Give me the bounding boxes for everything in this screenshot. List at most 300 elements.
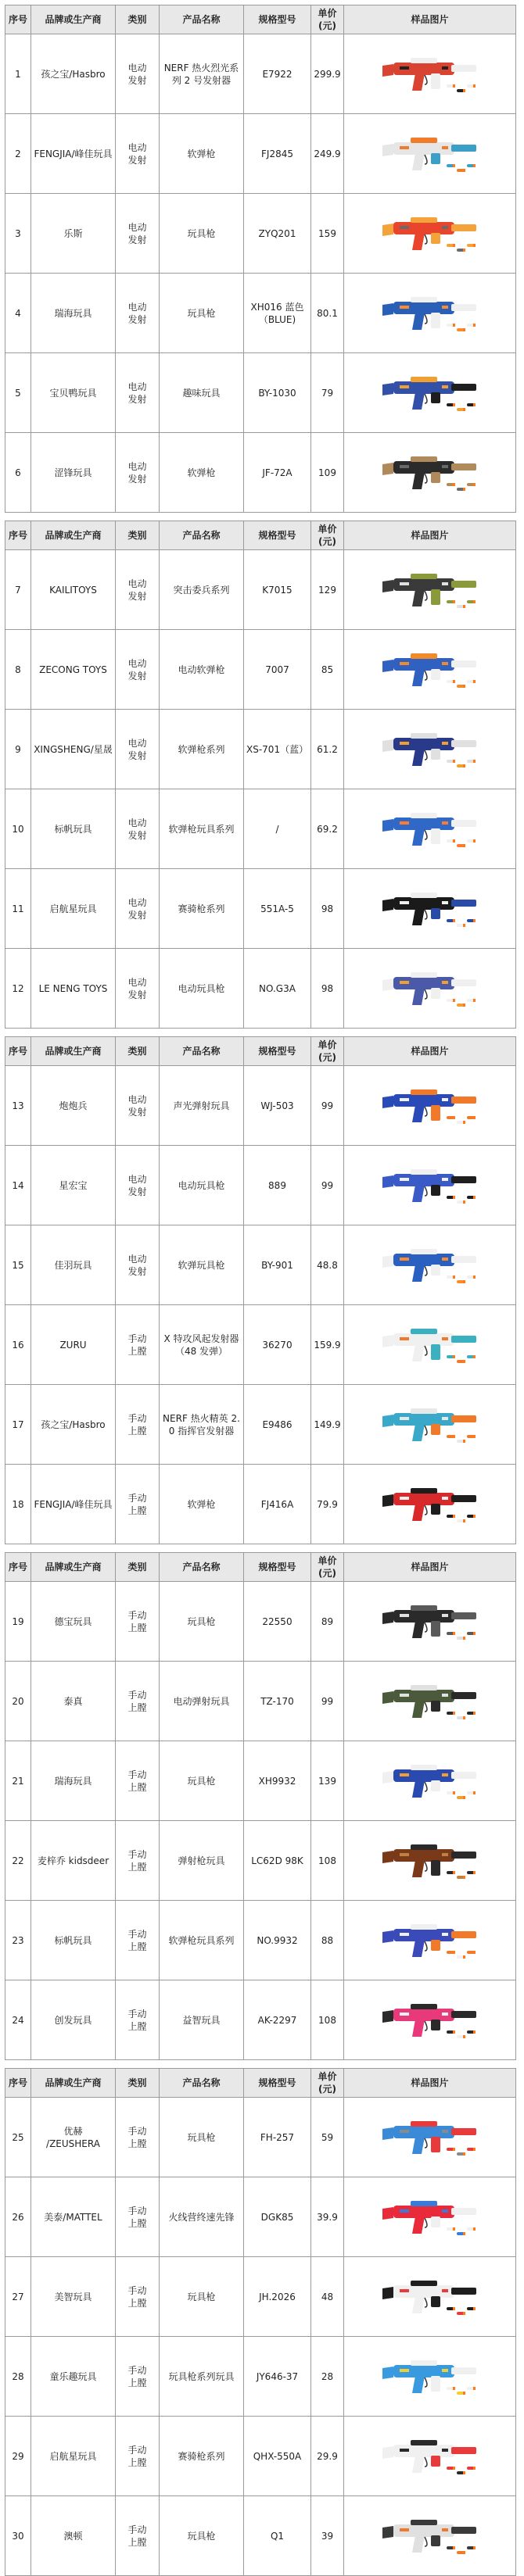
category-cell: 电动 发射: [116, 114, 160, 194]
brand-cell: 瑞海玩具: [31, 1741, 116, 1821]
table-row: [5, 1305, 516, 1385]
price-cell: 29.9: [311, 2417, 344, 2496]
row-number: 22: [5, 1821, 31, 1901]
sample-image-cell: [344, 1662, 516, 1741]
product-table-section: [5, 521, 515, 1029]
header-model: 规格型号: [244, 1553, 311, 1582]
price-cell: 89: [311, 1582, 344, 1662]
model-cell: XH9932: [244, 1741, 311, 1821]
header-product: 产品名称: [160, 1037, 244, 1066]
toy-blaster-image: [379, 2352, 481, 2401]
header-price: 单价 (元): [311, 2069, 344, 2098]
table-header-row: [5, 5, 516, 34]
row-number: 24: [5, 1980, 31, 2060]
category-cell: 手动 上膛: [116, 2496, 160, 2576]
table-row: [5, 1465, 516, 1544]
product-name-cell: 软弹枪: [160, 433, 244, 513]
toy-blaster-image: [379, 964, 481, 1013]
header-product: 产品名称: [160, 2069, 244, 2098]
price-cell: 69.2: [311, 789, 344, 869]
toy-blaster-image: [379, 1837, 481, 1885]
sample-image-cell: [344, 550, 516, 630]
row-number: 29: [5, 2417, 31, 2496]
table-row: [5, 949, 516, 1029]
row-number: 1: [5, 34, 31, 114]
model-cell: TZ-170: [244, 1662, 311, 1741]
price-cell: 48.8: [311, 1225, 344, 1305]
header-brand: 品牌或生产商: [31, 521, 116, 550]
category-cell: 电动 发射: [116, 550, 160, 630]
product-name-cell: 电动软弹枪: [160, 630, 244, 710]
brand-cell: 德宝玩具: [31, 1582, 116, 1662]
model-cell: NO.G3A: [244, 949, 311, 1029]
sample-image-cell: [344, 1225, 516, 1305]
category-cell: 手动 上膛: [116, 2337, 160, 2417]
category-cell: 手动 上膛: [116, 2257, 160, 2337]
category-cell: 手动 上膛: [116, 1465, 160, 1544]
row-number: 17: [5, 1385, 31, 1465]
product-name-cell: 电动弹射玩具: [160, 1662, 244, 1741]
table-row: [5, 114, 516, 194]
sample-image-cell: [344, 114, 516, 194]
table-header-row: [5, 1037, 516, 1066]
row-number: 19: [5, 1582, 31, 1662]
price-cell: 99: [311, 1146, 344, 1225]
product-name-cell: 突击委兵系列: [160, 550, 244, 630]
row-number: 21: [5, 1741, 31, 1821]
table-row: [5, 2337, 516, 2417]
category-cell: 电动 发射: [116, 1066, 160, 1146]
price-cell: 129: [311, 550, 344, 630]
sample-image-cell: [344, 1980, 516, 2060]
row-number: 30: [5, 2496, 31, 2576]
product-name-cell: 玩具枪: [160, 2257, 244, 2337]
price-cell: 99: [311, 1066, 344, 1146]
brand-cell: 童乐趣玩具: [31, 2337, 116, 2417]
table-row: [5, 1146, 516, 1225]
sample-image-cell: [344, 869, 516, 949]
toy-blaster-image: [379, 2113, 481, 2162]
header-model: 规格型号: [244, 2069, 311, 2098]
brand-cell: 启航星玩具: [31, 869, 116, 949]
table-row: [5, 789, 516, 869]
model-cell: XS-701（蓝）: [244, 710, 311, 789]
toy-blaster-image: [379, 289, 481, 338]
category-cell: 手动 上膛: [116, 1662, 160, 1741]
toy-blaster-image: [379, 1996, 481, 2045]
price-cell: 149.9: [311, 1385, 344, 1465]
table-header-row: [5, 521, 516, 550]
product-name-cell: 声光弹射玩具: [160, 1066, 244, 1146]
table-row: [5, 2098, 516, 2177]
row-number: 23: [5, 1901, 31, 1980]
model-cell: FJ416A: [244, 1465, 311, 1544]
brand-cell: XINGSHENG/星晟: [31, 710, 116, 789]
category-cell: 手动 上膛: [116, 1385, 160, 1465]
toy-blaster-image: [379, 2193, 481, 2241]
product-table-section: [5, 5, 515, 513]
header-model: 规格型号: [244, 521, 311, 550]
sample-image-cell: [344, 1385, 516, 1465]
brand-cell: FENGJIA/峰佳玩具: [31, 1465, 116, 1544]
toy-blaster-image: [379, 209, 481, 258]
brand-cell: 标帆玩具: [31, 789, 116, 869]
price-cell: 98: [311, 869, 344, 949]
header-brand: 品牌或生产商: [31, 5, 116, 34]
toy-blaster-image: [379, 885, 481, 933]
toy-blaster-image: [379, 2512, 481, 2560]
brand-cell: 乐斯: [31, 194, 116, 274]
header-price: 单价 (元): [311, 1553, 344, 1582]
header-category: 类别: [116, 1553, 160, 1582]
table-row: [5, 710, 516, 789]
price-cell: 159: [311, 194, 344, 274]
product-name-cell: 软弹枪玩具系列: [160, 789, 244, 869]
model-cell: 22550: [244, 1582, 311, 1662]
category-cell: 电动 发射: [116, 869, 160, 949]
category-cell: 电动 发射: [116, 789, 160, 869]
product-name-cell: 软弹枪: [160, 114, 244, 194]
header-brand: 品牌或生产商: [31, 2069, 116, 2098]
product-name-cell: 玩具枪系列玩具: [160, 2337, 244, 2417]
model-cell: E7922: [244, 34, 311, 114]
brand-cell: 优赫 /ZEUSHERA: [31, 2098, 116, 2177]
header-product: 产品名称: [160, 5, 244, 34]
table-row: [5, 353, 516, 433]
table-header-row: [5, 2069, 516, 2098]
product-name-cell: 玩具枪: [160, 1741, 244, 1821]
table-row: [5, 194, 516, 274]
table-row: [5, 1662, 516, 1741]
header-category: 类别: [116, 2069, 160, 2098]
table-row: [5, 1582, 516, 1662]
category-cell: 电动 发射: [116, 1225, 160, 1305]
sample-image-cell: [344, 1465, 516, 1544]
price-cell: 80.1: [311, 274, 344, 353]
sample-image-cell: [344, 2496, 516, 2576]
sample-image-cell: [344, 433, 516, 513]
table-row: [5, 274, 516, 353]
toy-blaster-image: [379, 725, 481, 774]
price-cell: 108: [311, 1821, 344, 1901]
sample-image-cell: [344, 353, 516, 433]
toy-blaster-image: [379, 449, 481, 497]
row-number: 16: [5, 1305, 31, 1385]
sample-image-cell: [344, 1901, 516, 1980]
header-brand: 品牌或生产商: [31, 1553, 116, 1582]
category-cell: 手动 上膛: [116, 1821, 160, 1901]
model-cell: ZYQ201: [244, 194, 311, 274]
row-number: 26: [5, 2177, 31, 2257]
model-cell: E9486: [244, 1385, 311, 1465]
sample-image-cell: [344, 274, 516, 353]
product-name-cell: 软弹枪: [160, 1465, 244, 1544]
sample-image-cell: [344, 2417, 516, 2496]
price-cell: 59: [311, 2098, 344, 2177]
toy-blaster-image: [379, 1597, 481, 1646]
price-cell: 39: [311, 2496, 344, 2576]
toy-blaster-image: [379, 2273, 481, 2321]
category-cell: 手动 上膛: [116, 1980, 160, 2060]
row-number: 25: [5, 2098, 31, 2177]
row-number: 20: [5, 1662, 31, 1741]
product-name-cell: 玩具枪: [160, 194, 244, 274]
brand-cell: ZURU: [31, 1305, 116, 1385]
product-table: [5, 521, 516, 1029]
sample-image-cell: [344, 2337, 516, 2417]
price-cell: 108: [311, 1980, 344, 2060]
header-brand: 品牌或生产商: [31, 1037, 116, 1066]
model-cell: JF-72A: [244, 433, 311, 513]
table-row: [5, 34, 516, 114]
price-cell: 249.9: [311, 114, 344, 194]
header-price: 单价 (元): [311, 1037, 344, 1066]
sample-image-cell: [344, 1066, 516, 1146]
price-cell: 61.2: [311, 710, 344, 789]
table-row: [5, 433, 516, 513]
table-row: [5, 869, 516, 949]
brand-cell: 启航星玩具: [31, 2417, 116, 2496]
product-name-cell: 趣味玩具: [160, 353, 244, 433]
sample-image-cell: [344, 1582, 516, 1662]
brand-cell: 创发玩具: [31, 1980, 116, 2060]
category-cell: 电动 发射: [116, 1146, 160, 1225]
model-cell: JY646-37: [244, 2337, 311, 2417]
brand-cell: 美泰/MATTEL: [31, 2177, 116, 2257]
table-row: [5, 2177, 516, 2257]
header-model: 规格型号: [244, 1037, 311, 1066]
header-category: 类别: [116, 1037, 160, 1066]
category-cell: 电动 发射: [116, 353, 160, 433]
price-cell: 85: [311, 630, 344, 710]
product-name-cell: X 特攻风起发射器（48 发弹）: [160, 1305, 244, 1385]
price-cell: 79.9: [311, 1465, 344, 1544]
header-no: 序号: [5, 1037, 31, 1066]
price-cell: 109: [311, 433, 344, 513]
product-name-cell: 弹射枪玩具: [160, 1821, 244, 1901]
product-table: [5, 1036, 516, 1544]
price-cell: 88: [311, 1901, 344, 1980]
price-cell: 39.9: [311, 2177, 344, 2257]
model-cell: K7015: [244, 550, 311, 630]
product-name-cell: 玩具枪: [160, 2496, 244, 2576]
table-header-row: [5, 1553, 516, 1582]
product-name-cell: 电动玩具枪: [160, 1146, 244, 1225]
model-cell: 889: [244, 1146, 311, 1225]
model-cell: JH.2026: [244, 2257, 311, 2337]
header-image: 样品图片: [344, 2069, 516, 2098]
row-number: 4: [5, 274, 31, 353]
price-cell: 159.9: [311, 1305, 344, 1385]
table-row: [5, 1980, 516, 2060]
category-cell: 电动 发射: [116, 949, 160, 1029]
brand-cell: LE NENG TOYS: [31, 949, 116, 1029]
toy-blaster-image: [379, 1082, 481, 1130]
brand-cell: 泰真: [31, 1662, 116, 1741]
brand-cell: 孩之宝/Hasbro: [31, 1385, 116, 1465]
sample-image-cell: [344, 1741, 516, 1821]
table-row: [5, 1821, 516, 1901]
price-cell: 299.9: [311, 34, 344, 114]
product-table: [5, 2068, 516, 2576]
toy-blaster-image: [379, 1757, 481, 1805]
product-table-section: [5, 1036, 515, 1544]
row-number: 7: [5, 550, 31, 630]
category-cell: 电动 发射: [116, 710, 160, 789]
toy-blaster-image: [379, 646, 481, 694]
row-number: 9: [5, 710, 31, 789]
model-cell: NO.9932: [244, 1901, 311, 1980]
sample-image-cell: [344, 789, 516, 869]
table-row: [5, 550, 516, 630]
header-image: 样品图片: [344, 1553, 516, 1582]
brand-cell: 澳顿: [31, 2496, 116, 2576]
brand-cell: FENGJIA/峰佳玩具: [31, 114, 116, 194]
category-cell: 电动 发射: [116, 194, 160, 274]
model-cell: QHX-550A: [244, 2417, 311, 2496]
product-name-cell: 益智玩具: [160, 1980, 244, 2060]
sample-image-cell: [344, 949, 516, 1029]
toy-blaster-image: [379, 1161, 481, 1210]
product-name-cell: 软弹枪系列: [160, 710, 244, 789]
category-cell: 手动 上膛: [116, 2177, 160, 2257]
header-no: 序号: [5, 2069, 31, 2098]
price-cell: 139: [311, 1741, 344, 1821]
price-cell: 98: [311, 949, 344, 1029]
model-cell: WJ-503: [244, 1066, 311, 1146]
brand-cell: 麦梓乔 kidsdeer: [31, 1821, 116, 1901]
row-number: 27: [5, 2257, 31, 2337]
header-image: 样品图片: [344, 5, 516, 34]
model-cell: Q1: [244, 2496, 311, 2576]
category-cell: 手动 上膛: [116, 1305, 160, 1385]
row-number: 28: [5, 2337, 31, 2417]
model-cell: 36270: [244, 1305, 311, 1385]
row-number: 11: [5, 869, 31, 949]
model-cell: BY-901: [244, 1225, 311, 1305]
model-cell: /: [244, 789, 311, 869]
brand-cell: 标帆玩具: [31, 1901, 116, 1980]
price-cell: 99: [311, 1662, 344, 1741]
table-row: [5, 1741, 516, 1821]
header-product: 产品名称: [160, 1553, 244, 1582]
header-no: 序号: [5, 521, 31, 550]
sample-image-cell: [344, 1146, 516, 1225]
product-table: [5, 1552, 516, 2060]
table-row: [5, 1225, 516, 1305]
model-cell: 7007: [244, 630, 311, 710]
table-row: [5, 1901, 516, 1980]
row-number: 3: [5, 194, 31, 274]
toy-blaster-image: [379, 566, 481, 614]
brand-cell: 瑞海玩具: [31, 274, 116, 353]
brand-cell: ZECONG TOYS: [31, 630, 116, 710]
category-cell: 手动 上膛: [116, 2098, 160, 2177]
toy-blaster-image: [379, 1480, 481, 1529]
header-model: 规格型号: [244, 5, 311, 34]
product-name-cell: 玩具枪: [160, 2098, 244, 2177]
product-name-cell: 电动玩具枪: [160, 949, 244, 1029]
header-product: 产品名称: [160, 521, 244, 550]
sample-image-cell: [344, 1305, 516, 1385]
toy-blaster-image: [379, 369, 481, 417]
product-name-cell: 火线营终速先锋: [160, 2177, 244, 2257]
brand-cell: 炮炮兵: [31, 1066, 116, 1146]
toy-blaster-image: [379, 130, 481, 178]
product-name-cell: 赛骑枪系列: [160, 869, 244, 949]
model-cell: AK-2297: [244, 1980, 311, 2060]
sample-image-cell: [344, 2177, 516, 2257]
brand-cell: 涩锋玩具: [31, 433, 116, 513]
brand-cell: 星宏宝: [31, 1146, 116, 1225]
table-row: [5, 1385, 516, 1465]
category-cell: 手动 上膛: [116, 1901, 160, 1980]
table-row: [5, 2257, 516, 2337]
price-cell: 28: [311, 2337, 344, 2417]
product-name-cell: NERF 热火精英 2.0 指挥官发射器: [160, 1385, 244, 1465]
table-row: [5, 2417, 516, 2496]
toy-blaster-image: [379, 1916, 481, 1965]
row-number: 8: [5, 630, 31, 710]
product-name-cell: 赛骑枪系列: [160, 2417, 244, 2496]
header-no: 序号: [5, 1553, 31, 1582]
model-cell: BY-1030: [244, 353, 311, 433]
price-cell: 48: [311, 2257, 344, 2337]
toy-blaster-image: [379, 50, 481, 98]
model-cell: FH-257: [244, 2098, 311, 2177]
toy-blaster-image: [379, 1401, 481, 1449]
product-name-cell: 软弹玩具枪: [160, 1225, 244, 1305]
header-price: 单价 (元): [311, 521, 344, 550]
category-cell: 手动 上膛: [116, 1741, 160, 1821]
sample-image-cell: [344, 630, 516, 710]
model-cell: FJ2845: [244, 114, 311, 194]
product-name-cell: NERF 热火烈光系列 2 号发射器: [160, 34, 244, 114]
sample-image-cell: [344, 1821, 516, 1901]
table-row: [5, 2496, 516, 2576]
product-name-cell: 软弹枪玩具系列: [160, 1901, 244, 1980]
price-cell: 79: [311, 353, 344, 433]
toy-blaster-image: [379, 805, 481, 853]
row-number: 2: [5, 114, 31, 194]
row-number: 6: [5, 433, 31, 513]
row-number: 5: [5, 353, 31, 433]
product-table: [5, 5, 516, 513]
row-number: 12: [5, 949, 31, 1029]
row-number: 15: [5, 1225, 31, 1305]
brand-cell: 佳羽玩具: [31, 1225, 116, 1305]
toy-blaster-image: [379, 1241, 481, 1290]
header-price: 单价 (元): [311, 5, 344, 34]
category-cell: 手动 上膛: [116, 1582, 160, 1662]
model-cell: DGK85: [244, 2177, 311, 2257]
sample-image-cell: [344, 34, 516, 114]
category-cell: 电动 发射: [116, 630, 160, 710]
category-cell: 手动 上膛: [116, 2417, 160, 2496]
toy-blaster-image: [379, 2432, 481, 2481]
toy-blaster-image: [379, 1321, 481, 1369]
category-cell: 电动 发射: [116, 274, 160, 353]
row-number: 14: [5, 1146, 31, 1225]
sample-image-cell: [344, 710, 516, 789]
sample-image-cell: [344, 2257, 516, 2337]
brand-cell: 宝贝鸭玩具: [31, 353, 116, 433]
table-row: [5, 630, 516, 710]
row-number: 13: [5, 1066, 31, 1146]
category-cell: 电动 发射: [116, 34, 160, 114]
brand-cell: 美智玩具: [31, 2257, 116, 2337]
header-image: 样品图片: [344, 1037, 516, 1066]
